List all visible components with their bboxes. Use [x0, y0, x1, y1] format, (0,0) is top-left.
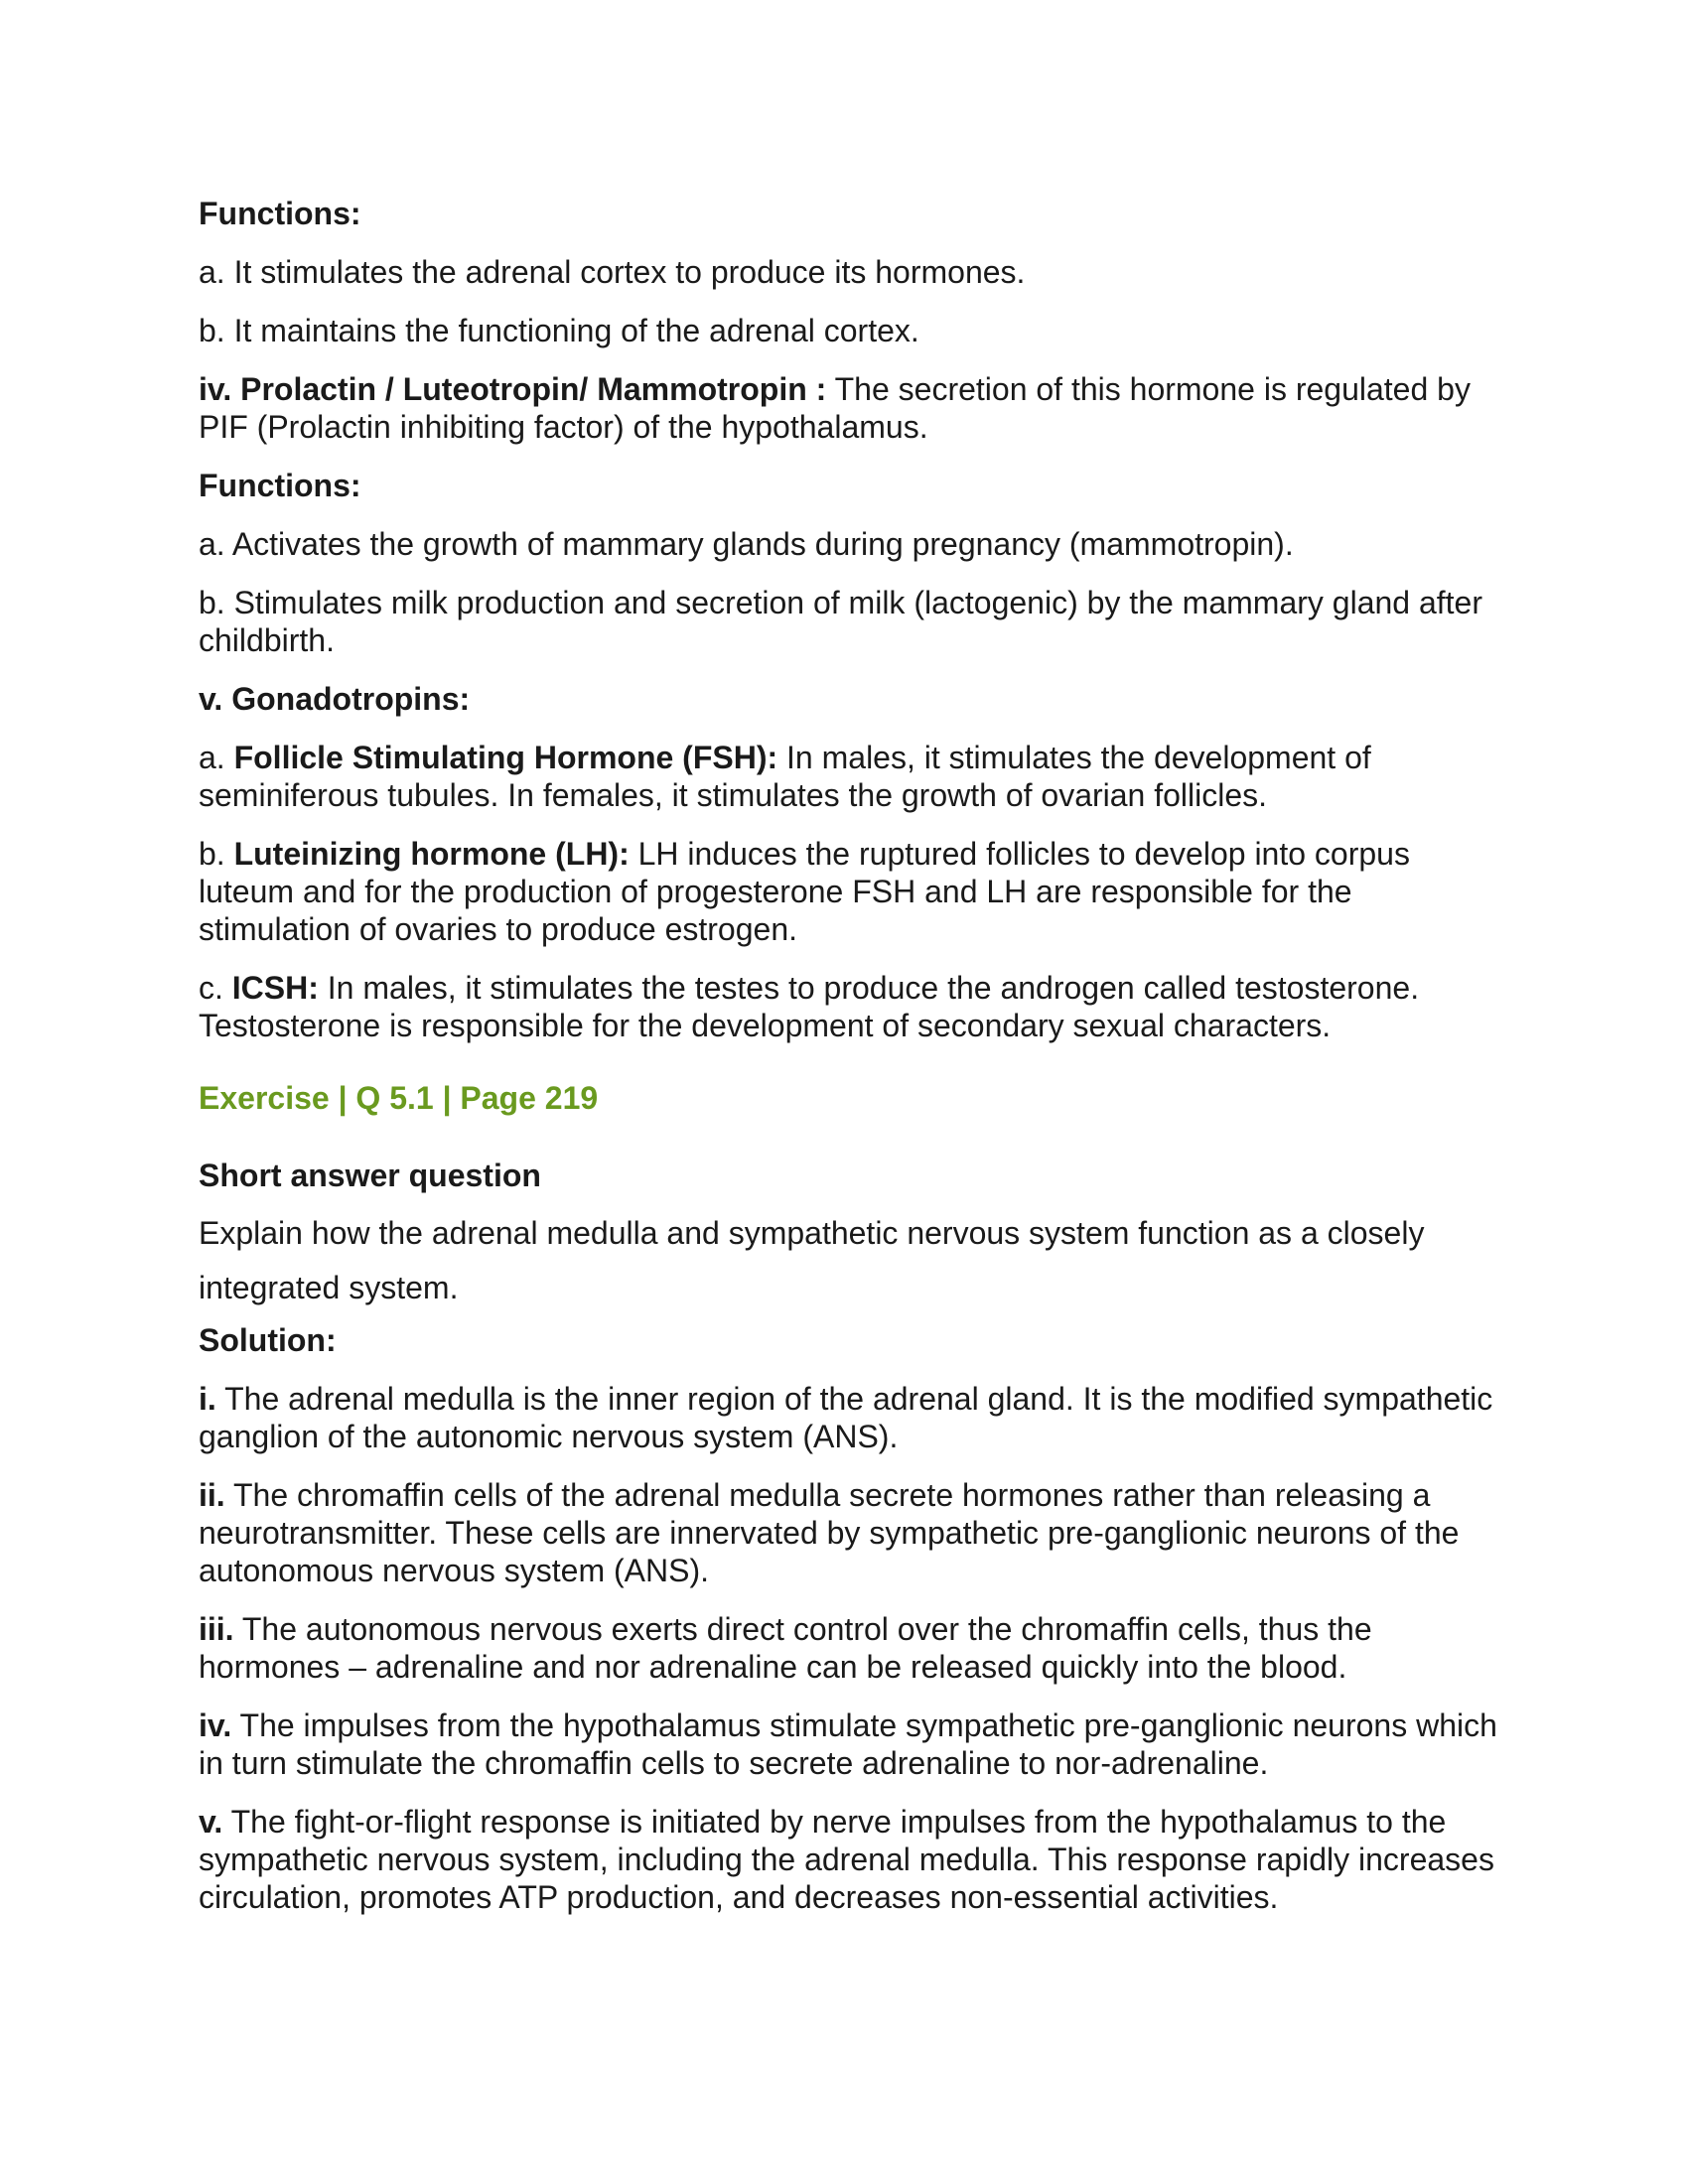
question-text: Explain how the adrenal medulla and sympathetic nervous system function as a closely integrated system.	[199, 1215, 1425, 1305]
point-text: The impulses from the hypothalamus stimulate sympathetic pre-ganglionic neurons which in turn stimulate the chromaffin cells to secrete adrenaline to nor-adrenaline.	[199, 1707, 1497, 1781]
solution-heading: Solution:	[199, 1322, 337, 1358]
solution-point	[199, 1610, 1499, 1686]
point-text: The fight-or-flight response is initiated by nerve impulses from the hypothalamus to the sympathetic nervous system, including the adrenal medulla. This response rapidly increases circulation, promotes ATP production, and decreases non-essential activities.	[199, 1804, 1494, 1915]
functions-heading: Functions:	[199, 468, 361, 503]
functions-heading: Functions:	[199, 196, 361, 231]
question-type: Short answer question	[199, 1158, 541, 1193]
item-prefix: b.	[199, 836, 234, 872]
fsh-paragraph	[199, 739, 1499, 814]
icsh-term: ICSH:	[231, 970, 319, 1006]
function-item: a. It stimulates the adrenal cortex to produce its hormones.	[199, 254, 1026, 290]
icsh-paragraph	[199, 969, 1499, 1044]
lh-paragraph	[199, 835, 1499, 948]
point-number: iii.	[199, 1611, 234, 1647]
prolactin-term: iv. Prolactin / Luteotropin/ Mammotropin :	[199, 371, 827, 407]
item-prefix: a.	[199, 740, 234, 775]
gonadotropins-heading: v. Gonadotropins:	[199, 681, 471, 717]
prolactin-description: The secretion of this hormone is regulated by PIF (Prolactin inhibiting factor) of the hypothalamus.	[199, 371, 1471, 445]
function-item: a. Activates the growth of mammary glands during pregnancy (mammotropin).	[199, 526, 1294, 562]
point-number: ii.	[199, 1477, 225, 1513]
solution-point	[199, 1476, 1499, 1589]
icsh-description: In males, it stimulates the testes to produce the androgen called testosterone. Testosterone is responsible for the development of secondary sexual characters.	[199, 970, 1420, 1043]
solution-point	[199, 1706, 1499, 1782]
point-text: The chromaffin cells of the adrenal medulla secrete hormones rather than releasing a neurotransmitter. These cells are innervated by sympathetic pre-ganglionic neurons of the autonomous nervous system (ANS).	[199, 1477, 1460, 1588]
point-number: i.	[199, 1381, 216, 1417]
fsh-term: Follicle Stimulating Hormone (FSH):	[233, 740, 778, 775]
fsh-description: In males, it stimulates the development of seminiferous tubules. In females, it stimulates the growth of ovarian follicles.	[199, 740, 1371, 813]
point-text: The autonomous nervous exerts direct control over the chromaffin cells, thus the hormones – adrenaline and nor adrenaline can be released quickly into the blood.	[199, 1611, 1372, 1685]
document-page	[199, 195, 1499, 1937]
exercise-label: Exercise | Q 5.1 | Page 219	[199, 1080, 599, 1116]
lh-term: Luteinizing hormone (LH):	[233, 836, 630, 872]
point-number: v.	[199, 1804, 223, 1840]
point-number: iv.	[199, 1707, 232, 1743]
lh-description: LH induces the ruptured follicles to develop into corpus luteum and for the production of progesterone FSH and LH are responsible for the stimulation of ovaries to produce estrogen.	[199, 836, 1410, 947]
item-prefix: c.	[199, 970, 232, 1006]
prolactin-paragraph	[199, 370, 1499, 446]
solution-point	[199, 1803, 1499, 1916]
function-item: b. It maintains the functioning of the adrenal cortex.	[199, 313, 919, 348]
point-text: The adrenal medulla is the inner region of the adrenal gland. It is the modified sympathetic ganglion of the autonomic nervous system (ANS).	[199, 1381, 1493, 1454]
solution-point	[199, 1380, 1499, 1455]
function-item: b. Stimulates milk production and secretion of milk (lactogenic) by the mammary gland after childbirth.	[199, 585, 1482, 658]
